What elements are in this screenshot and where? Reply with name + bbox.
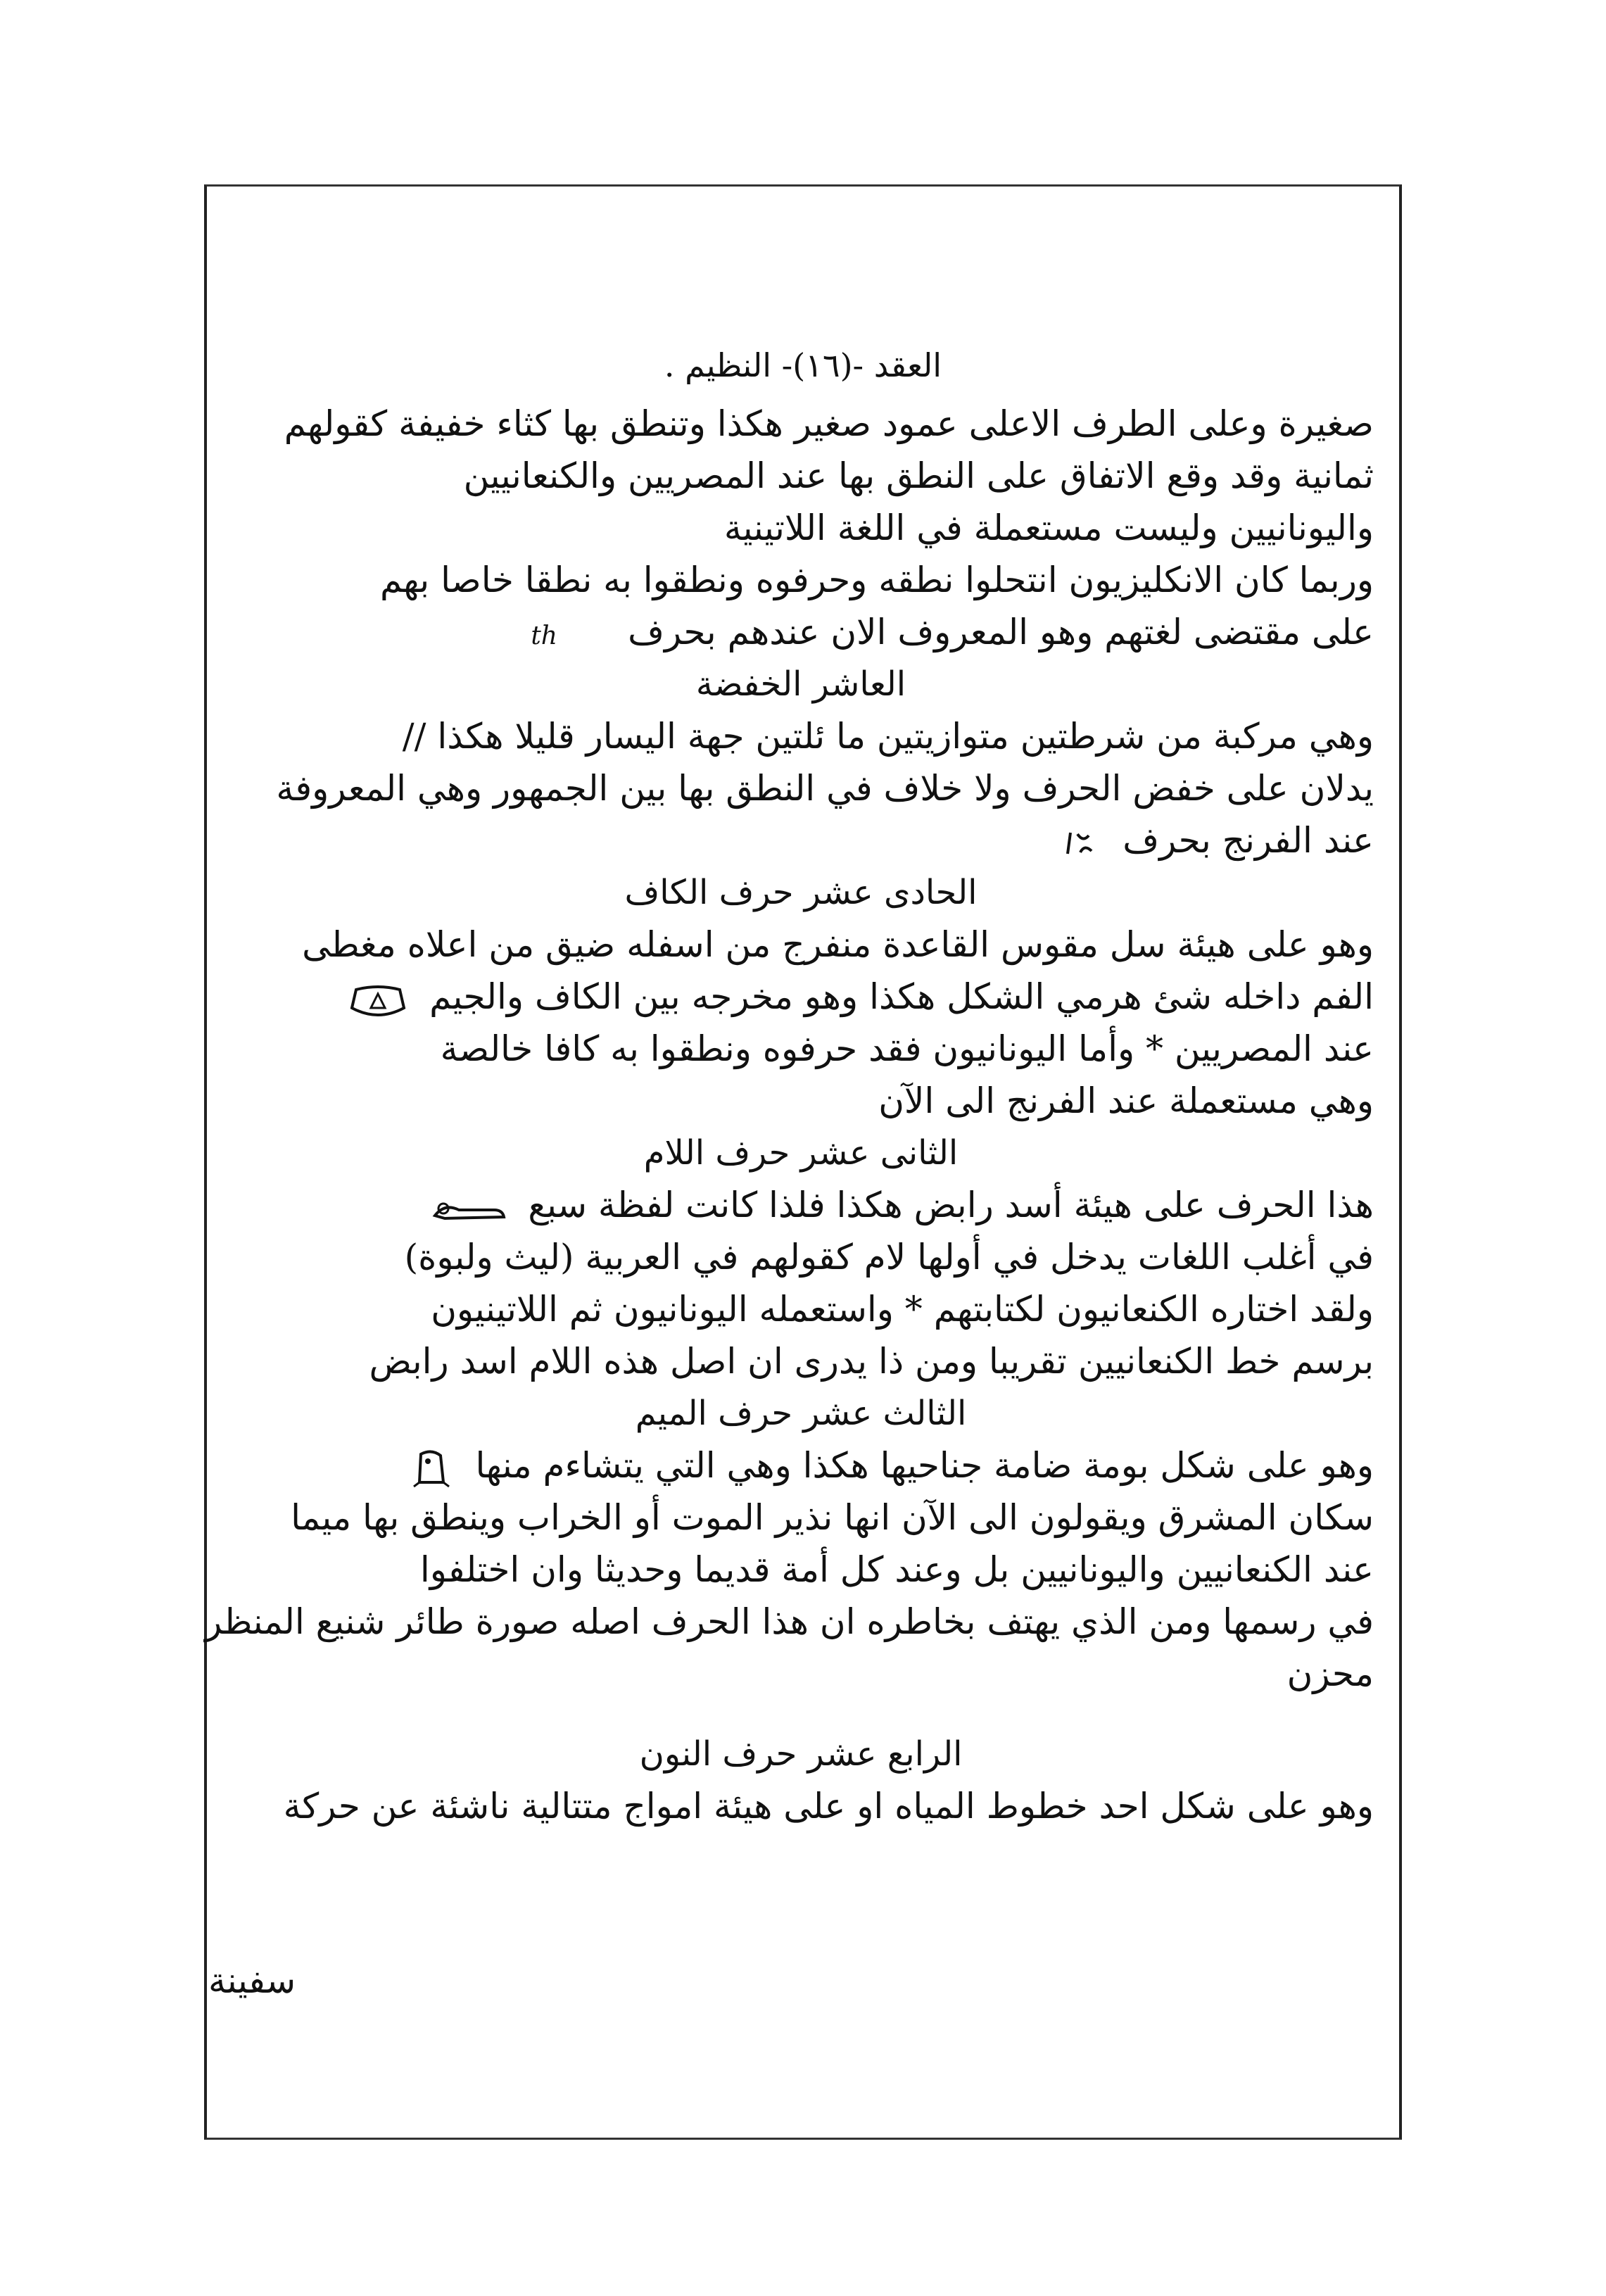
- text-line: وهي مستعملة عند الفرنج الى الآن: [878, 1080, 1374, 1121]
- owl-hieroglyph-icon: [407, 1447, 456, 1489]
- section-heading: الثانى عشر حرف اللام: [643, 1133, 959, 1173]
- text-line: ولقد اختاره الكنعانيون لكتابتهم * واستعمله اليونانيون ثم اللاتينيون: [431, 1289, 1374, 1330]
- text-line: يدلان على خفض الحرف ولا خلاف في النطق بها بين الجمهور وهي المعروفة: [276, 768, 1374, 809]
- text-line: وهي مركبة من شرطتين متوازيتين ما ئلتين جهة اليسار قليلا هكذا //: [402, 716, 1374, 757]
- text-line: [228, 971, 1374, 1023]
- svg-text:th: th: [531, 622, 558, 650]
- text-line: عند المصريين * وأما اليونانيون فقد حرفوه ونطقوا به كافا خالصة: [440, 1028, 1374, 1069]
- text-line: [228, 814, 1374, 866]
- text-line: في أغلب اللغات يدخل في أولها لام كقولهم في العربية (ليث ولبوة): [404, 1237, 1374, 1278]
- latin-letter-glyph-icon: [1061, 826, 1103, 861]
- section-heading: الثالث عشر حرف الميم: [635, 1394, 967, 1433]
- basket-hieroglyph-icon: [346, 980, 410, 1019]
- text-line: وهو على هيئة سل مقوس القاعدة منفرج من اسفله ضيق من اعلاه مغطى: [302, 924, 1374, 965]
- spacer: [228, 1700, 1374, 1728]
- text-line: عند الكنعانيين واليونانيين بل وعند كل أمة قديما وحديثا وان اختلفوا: [419, 1549, 1374, 1590]
- page-content: [205, 398, 1374, 1832]
- text-line: [228, 1179, 1374, 1231]
- text-line: سكان المشرق ويقولون الى الآن انها نذير الموت أو الخراب وينطق بها ميما: [291, 1497, 1374, 1538]
- text-line: [228, 606, 1374, 658]
- text-line: في رسمها ومن الذي يهتف بخاطره ان هذا الحرف اصله صورة طائر شنيع المنظر: [205, 1601, 1374, 1642]
- th-glyph-icon: [531, 617, 608, 652]
- text-line: ثمانية وقد وقع الاتفاق على النطق بها عند المصريين والكنعانيين: [463, 455, 1374, 496]
- text-line: [228, 1439, 1374, 1491]
- section-heading: الرابع عشر حرف النون: [639, 1734, 963, 1774]
- text-fragment: هذا الحرف على هيئة أسد رابض هكذا فلذا كانت لفظة سبع: [528, 1185, 1374, 1225]
- text-fragment: وهو على شكل بومة ضامة جناحيها هكذا وهي التي يتشاءم منها: [475, 1445, 1374, 1486]
- text-fragment: عند الفرنج بحرف: [1123, 820, 1374, 861]
- catchword: سفينة: [208, 1960, 296, 2001]
- page-header: العقد -(١٦)- النظيم .: [664, 346, 942, 384]
- section-heading: العاشر الخفضة: [695, 664, 906, 704]
- text-fragment: على مقتضى لغتهم وهو المعروف الان عندهم بحرف: [628, 612, 1374, 652]
- text-fragment: الفم داخله شئ هرمي الشكل هكذا وهو مخرجه بين الكاف والجيم: [429, 976, 1374, 1017]
- text-line: وربما كان الانكليزيون انتحلوا نطقه وحرفوه ونطقوا به نطقا خاصا بهم: [379, 560, 1374, 600]
- text-line: برسم خط الكنعانيين تقريبا ومن ذا يدرى ان اصل هذه اللام اسد رابض: [369, 1341, 1374, 1382]
- page-frame: [204, 184, 1402, 2140]
- text-line: صغيرة وعلى الطرف الاعلى عمود صغير هكذا وتنطق بها كثاء خفيفة كقولهم: [284, 403, 1374, 444]
- text-line: واليونانيين وليست مستعملة في اللغة اللاتينية: [723, 507, 1374, 548]
- text-line: محزن: [1286, 1653, 1374, 1694]
- lion-hieroglyph-icon: [431, 1190, 508, 1225]
- section-heading: الحادى عشر حرف الكاف: [624, 873, 978, 912]
- text-line: وهو على شكل احد خطوط المياه او على هيئة امواج متتالية ناشئة عن حركة: [283, 1786, 1374, 1827]
